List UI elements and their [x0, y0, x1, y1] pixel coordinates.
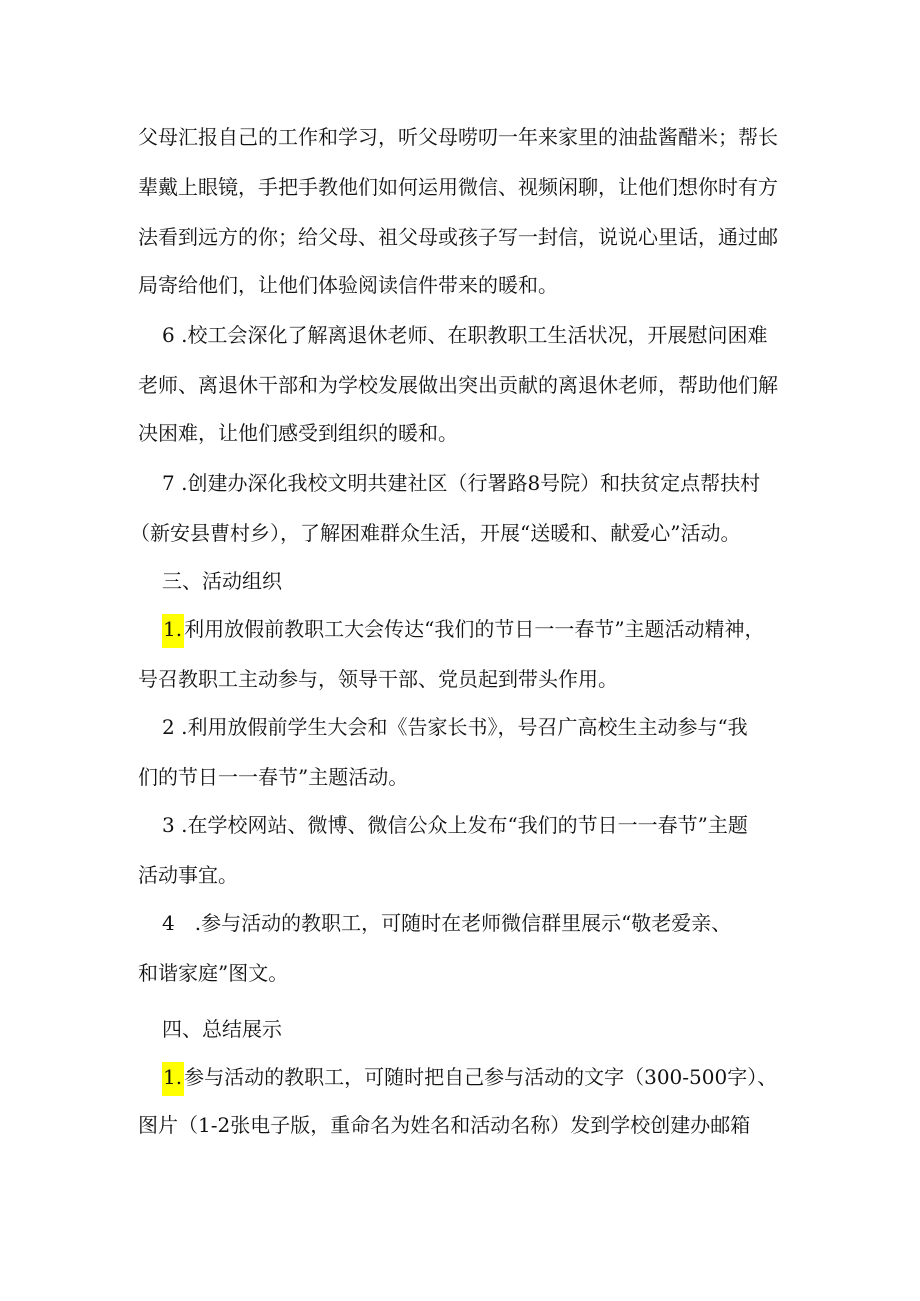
- item-text: 参与活动的教职工，可随时把自己参与活动的文字（300-500字）、: [184, 1065, 778, 1089]
- text-line: 父母汇报自己的工作和学习，听父母唠叨一年来家里的油盐酱醋米；帮长: [138, 125, 778, 149]
- text-line: 活动事宜。: [138, 863, 238, 887]
- text-line: 老师、离退休干部和为学校发展做出突出贡献的离退休老师，帮助他们解: [138, 373, 778, 397]
- text-line: 决困难，让他们感受到组织的暖和。: [138, 421, 458, 445]
- text-line: 2 .利用放假前学生大会和《告家长书》，号召广高校生主动参与“我: [162, 715, 748, 739]
- text-line: 局寄给他们，让他们体验阅读信件带来的暖和。: [138, 273, 558, 297]
- text-line: 图片（1-2张电子版，重命名为姓名和活动名称）发到学校创建办邮箱: [138, 1113, 751, 1137]
- highlighted-number: 1.: [162, 614, 184, 648]
- text-line: 辈戴上眼镜，手把手教他们如何运用微信、视频闲聊，让他们想你时有方: [138, 175, 778, 199]
- text-line: 6 .校工会深化了解离退休老师、在职教职工生活状况，开展慰问困难: [162, 323, 768, 347]
- text-line: [162, 1062, 777, 1092]
- text-line: （新安县曹村乡），了解困难群众生活，开展“送暖和、献爱心”活动。: [130, 521, 741, 545]
- text-line: 4 .参与活动的教职工，可随时在老师微信群里展示“敬老爱亲、: [162, 911, 732, 935]
- item-text: 利用放假前教职工大会传达“我们的节日一一春节”主题活动精神，: [184, 617, 765, 641]
- text-line: 号召教职工主动参与，领导干部、党员起到带头作用。: [138, 667, 618, 691]
- section-heading-4: 四、总结展示: [162, 1017, 282, 1041]
- highlighted-number: 1.: [162, 1062, 184, 1096]
- text-line: 们的节日一一春节”主题活动。: [138, 765, 409, 789]
- text-line: [162, 614, 765, 644]
- text-line: 法看到远方的你；给父母、祖父母或孩子写一封信，说说心里话，通过邮: [138, 225, 778, 249]
- text-line: 和谐家庭”图文。: [138, 961, 289, 985]
- text-line: 3 .在学校网站、微博、微信公众上发布“我们的节日一一春节”主题: [162, 813, 748, 837]
- section-heading-3: 三、活动组织: [162, 569, 282, 593]
- text-line: 7 .创建办深化我校文明共建社区（行署路8号院）和扶贫定点帮扶村: [162, 471, 761, 495]
